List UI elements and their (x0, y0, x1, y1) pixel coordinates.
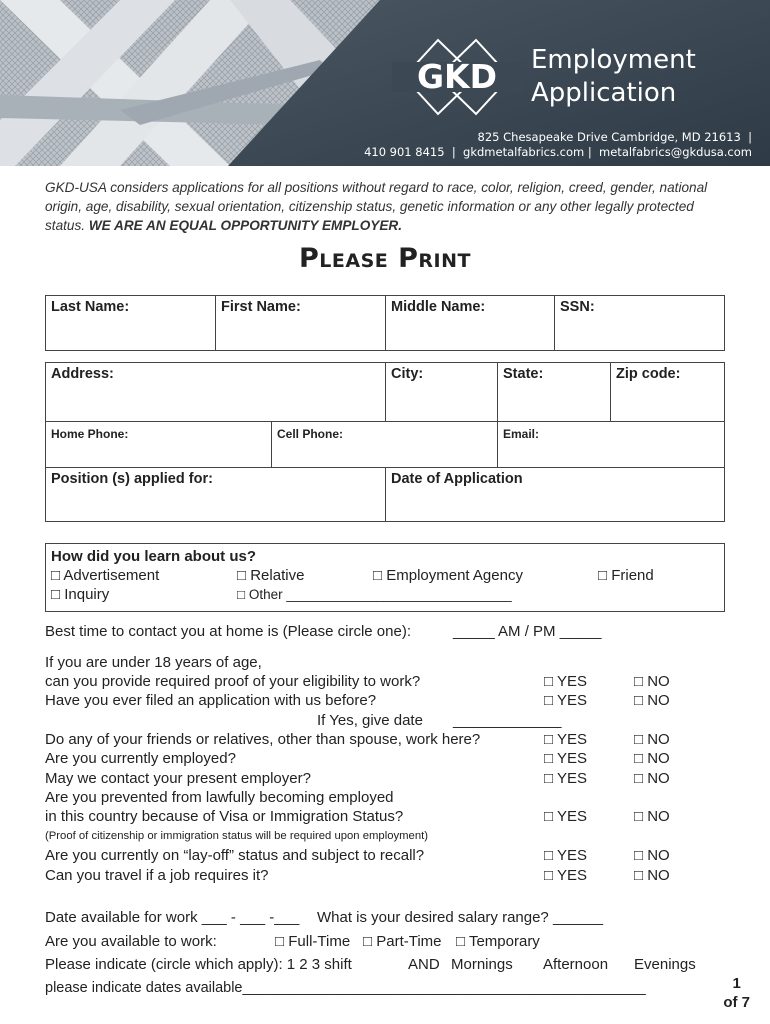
gkd-logo (384, 36, 530, 123)
company-address: 825 Chesapeake Drive Cambridge, MD 21613 (477, 130, 741, 144)
q-layoff: Are you currently on “lay-off” status and subject to recall? (45, 847, 425, 864)
q-travel: Can you travel if a job requires it? (45, 867, 269, 884)
date-of-application-field[interactable]: Date of Application (391, 471, 523, 487)
option-friend[interactable]: □ Friend (598, 567, 654, 584)
q-under18-line2: can you provide required proof of your eligibility to work? (45, 673, 421, 690)
q-friends-relatives: Do any of your friends or relatives, other than spouse, work here? (45, 731, 481, 748)
header-banner (0, 0, 770, 166)
company-phone: 410 901 8415 (364, 145, 445, 159)
address-row (45, 362, 725, 422)
state-field[interactable]: State: (498, 363, 611, 421)
first-name-field[interactable]: First Name: (216, 296, 386, 350)
q-if-yes-date-input[interactable]: _____________ (453, 712, 562, 729)
q-if-yes-date-label: If Yes, give date (317, 712, 423, 729)
option-relative[interactable]: □ Relative (237, 567, 305, 584)
svg-text:GKD: GKD (416, 57, 498, 96)
q-layoff-yes[interactable]: □ YES (544, 847, 587, 864)
q-prevented-yes[interactable]: □ YES (544, 808, 587, 825)
zip-field[interactable]: Zip code: (616, 366, 681, 382)
company-website: gkdmetalfabrics.com (463, 145, 585, 159)
dates-available-field[interactable]: please indicate dates available__________________________________________________ (45, 980, 646, 996)
q-filed-before: Have you ever filed an application with us before? (45, 692, 377, 709)
option-mornings[interactable]: Mornings (451, 956, 513, 973)
phone-row (45, 421, 725, 468)
option-temporary[interactable]: □ Temporary (456, 933, 540, 950)
q-contact-employer-yes[interactable]: □ YES (544, 770, 587, 787)
q-travel-yes[interactable]: □ YES (544, 867, 587, 884)
option-part-time[interactable]: □ Part-Time (363, 933, 442, 950)
option-employment-agency[interactable]: □ Employment Agency (373, 567, 523, 584)
contact-time-label: Best time to contact you at home is (Please circle one): (45, 623, 411, 640)
option-afternoon[interactable]: Afternoon (543, 956, 609, 973)
option-evenings[interactable]: Evenings (634, 956, 696, 973)
q-currently-employed: Are you currently employed? (45, 750, 236, 767)
ssn-field[interactable]: SSN: (560, 299, 595, 315)
q-filed-before-no[interactable]: □ NO (634, 692, 670, 709)
home-phone-field[interactable]: Home Phone: (46, 422, 272, 467)
page-title: Employment Application (531, 45, 696, 108)
q-currently-employed-yes[interactable]: □ YES (544, 750, 587, 767)
referral-source-box (45, 543, 725, 612)
availability-label: Are you available to work: (45, 933, 217, 950)
q-travel-no[interactable]: □ NO (634, 867, 670, 884)
contact-time-ampm[interactable]: _____ AM / PM _____ (453, 623, 602, 640)
please-print-heading: Please Print (299, 243, 471, 274)
company-email: metalfabrics@gkdusa.com (599, 145, 752, 159)
q-friends-relatives-no[interactable]: □ NO (634, 731, 670, 748)
referral-heading: How did you learn about us? (51, 548, 257, 565)
q-contact-employer: May we contact your present employer? (45, 770, 311, 787)
option-full-time[interactable]: □ Full-Time (275, 933, 351, 950)
q-proof-note: (Proof of citizenship or immigration status will be required upon employment) (45, 830, 429, 842)
q-currently-employed-no[interactable]: □ NO (634, 750, 670, 767)
last-name-field[interactable]: Last Name: (46, 296, 216, 350)
q-layoff-no[interactable]: □ NO (634, 847, 670, 864)
q-filed-before-yes[interactable]: □ YES (544, 692, 587, 709)
q-prevented-line1: Are you prevented from lawfully becoming employed (45, 789, 394, 806)
company-contact: 825 Chesapeake Drive Cambridge, MD 21613 | 410 901 8415 | gkdmetalfabrics.com | metalfabrics@gkdusa.com (364, 130, 752, 159)
shift-and: AND (408, 956, 440, 973)
option-advertisement[interactable]: □ Advertisement (51, 567, 160, 584)
position-row (45, 467, 725, 522)
eeo-statement: GKD-USA considers applications for all positions without regard to race, color, religion, creed, gender, national origin, age, disability, sexual orientation, citizenship status, genetic information or any other legally protected status. WE ARE AN EQUAL OPPORTUNITY EMPLOYER. (45, 180, 708, 233)
q-prevented-no[interactable]: □ NO (634, 808, 670, 825)
address-field[interactable]: Address: (46, 363, 386, 421)
q-under18-line1: If you are under 18 years of age, (45, 654, 262, 671)
q-under18-no[interactable]: □ NO (634, 673, 670, 690)
option-inquiry[interactable]: □ Inquiry (51, 586, 110, 603)
email-field[interactable]: Email: (503, 427, 540, 441)
shift-label: Please indicate (circle which apply): 1 2 3 shift (45, 956, 352, 973)
middle-name-field[interactable]: Middle Name: (386, 296, 555, 350)
cell-phone-field[interactable]: Cell Phone: (272, 422, 498, 467)
city-field[interactable]: City: (386, 363, 498, 421)
position-field[interactable]: Position (s) applied for: (46, 468, 386, 521)
page-number: 1 of 7 (723, 975, 750, 1011)
name-row (45, 295, 725, 351)
q-prevented-line2: in this country because of Visa or Immigration Status? (45, 808, 404, 825)
date-available-field[interactable]: Date available for work ___ - ___ -___ (45, 909, 300, 926)
option-other[interactable]: □ Other ______________________________ (237, 587, 512, 602)
q-contact-employer-no[interactable]: □ NO (634, 770, 670, 787)
salary-range-field[interactable]: What is your desired salary range? ______ (317, 909, 603, 926)
q-friends-relatives-yes[interactable]: □ YES (544, 731, 587, 748)
q-under18-yes[interactable]: □ YES (544, 673, 587, 690)
